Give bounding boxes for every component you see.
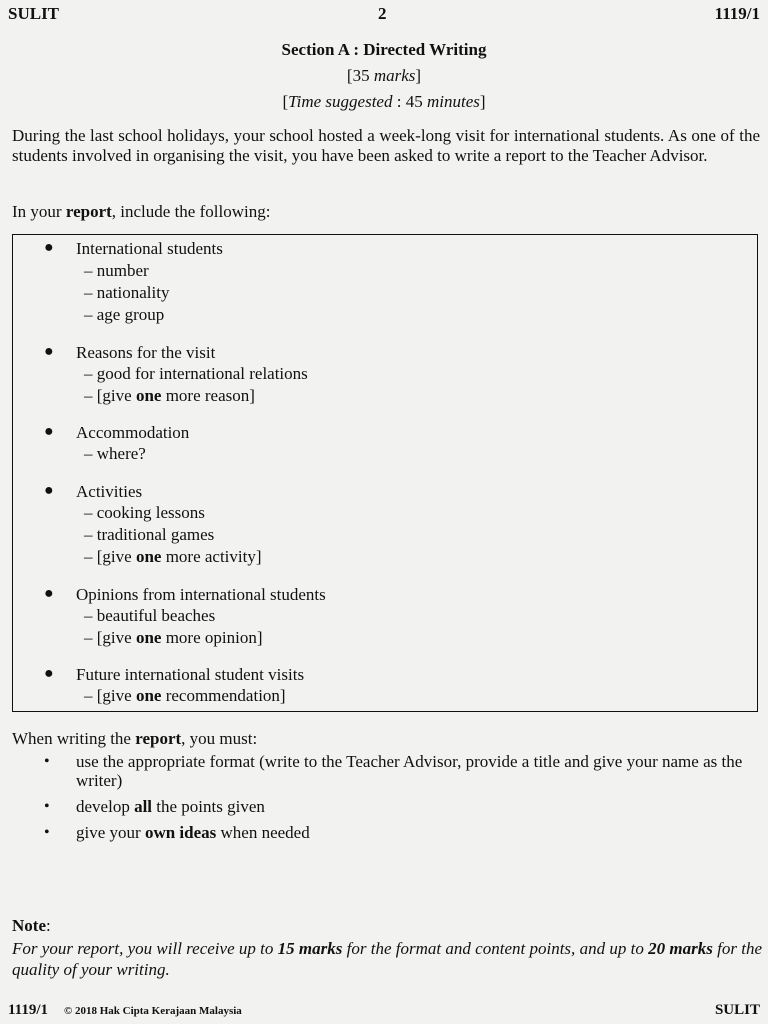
page-number: 2 bbox=[378, 4, 387, 23]
include-instruction bbox=[12, 202, 270, 222]
time-label: Time suggested bbox=[288, 92, 393, 111]
bullet-icon: ● bbox=[44, 665, 54, 682]
note-p2: for the format and content points, and up to bbox=[342, 939, 649, 958]
point-title: International students bbox=[76, 239, 223, 258]
header-sulit: SULIT bbox=[8, 4, 60, 23]
requirement-text bbox=[76, 823, 762, 842]
give-post: more reason] bbox=[161, 386, 255, 405]
include-bold: report bbox=[65, 202, 112, 221]
point-title: Activities bbox=[76, 482, 143, 501]
sub-point: – where? bbox=[84, 444, 146, 463]
writing-instruction bbox=[12, 729, 257, 749]
sub-point-give bbox=[84, 386, 255, 406]
bullet-icon: ● bbox=[44, 423, 54, 440]
req-bold: own ideas bbox=[144, 823, 217, 842]
point-title: Opinions from international students bbox=[76, 585, 326, 604]
sub-point: – nationality bbox=[84, 283, 170, 302]
time-value: : 45 bbox=[392, 92, 427, 111]
note-p3: for the quality of your writing. bbox=[12, 939, 762, 979]
note-b1: 15 marks bbox=[277, 939, 343, 958]
requirement-own-ideas bbox=[0, 823, 768, 843]
section-marks: [35 marks] bbox=[346, 66, 422, 85]
sub-point: – number bbox=[84, 261, 149, 280]
sub-point-give bbox=[84, 547, 262, 567]
point-title: Accommodation bbox=[76, 423, 190, 442]
give-post: more opinion] bbox=[161, 628, 263, 647]
paper-code: 1119/1 bbox=[714, 4, 760, 23]
note-text bbox=[12, 938, 762, 980]
point-title: Reasons for the visit bbox=[76, 343, 216, 362]
footer-code: 1119/1 bbox=[8, 1002, 49, 1018]
sub-point: – good for international relations bbox=[84, 364, 308, 383]
sub-point-give bbox=[84, 628, 262, 648]
point-title: Future international student visits bbox=[76, 665, 305, 684]
give-bold: one bbox=[135, 386, 162, 405]
writing-bold: report bbox=[135, 729, 182, 748]
sub-point: – cooking lessons bbox=[84, 503, 205, 522]
include-post: , include the following: bbox=[111, 202, 271, 221]
sub-point: – traditional games bbox=[84, 525, 215, 544]
give-pre: – [give bbox=[84, 686, 136, 705]
bullet-icon: ● bbox=[44, 343, 54, 360]
note-p1: For your report, you will receive up to bbox=[12, 939, 278, 958]
bullet-icon: ● bbox=[44, 239, 54, 256]
writing-pre: When writing the bbox=[12, 729, 136, 748]
section-title: Section A : Directed Writing bbox=[281, 40, 487, 59]
marks-number: 35 bbox=[352, 66, 374, 85]
req-bold: all bbox=[134, 797, 153, 816]
sub-point: – beautiful beaches bbox=[84, 606, 216, 625]
give-bold: one bbox=[135, 547, 162, 566]
requirement-text bbox=[76, 797, 762, 816]
give-bold: one bbox=[135, 628, 162, 647]
footer-sulit: SULIT bbox=[714, 1002, 760, 1018]
note-label bbox=[12, 916, 51, 936]
give-pre: – [give bbox=[84, 628, 136, 647]
give-pre: – [give bbox=[84, 547, 136, 566]
include-pre: In your bbox=[12, 202, 66, 221]
req-pre: give your bbox=[76, 823, 145, 842]
bullet-icon: ● bbox=[44, 482, 54, 499]
footer-copyright: © 2018 Hak Cipta Kerajaan Malaysia bbox=[64, 1005, 242, 1017]
note-colon: : bbox=[45, 916, 51, 935]
time-suggested: [Time suggested : 45 minutes] bbox=[282, 92, 486, 111]
give-post: more activity] bbox=[161, 547, 262, 566]
marks-word: marks bbox=[373, 66, 416, 85]
bullet-icon: • bbox=[44, 753, 50, 770]
req-pre: develop bbox=[76, 797, 135, 816]
intro-paragraph: During the last school holidays, your school hosted a week-long visit for international students. As one of the students involved in organising the visit, you have been asked to write a report to the Teacher Advisor. bbox=[12, 126, 760, 165]
give-pre: – [give bbox=[84, 386, 136, 405]
sub-point: – age group bbox=[84, 305, 165, 324]
req-post: when needed bbox=[216, 823, 310, 842]
note-b2: 20 marks bbox=[648, 939, 713, 958]
writing-post: , you must: bbox=[181, 729, 258, 748]
bullet-icon: • bbox=[44, 798, 50, 815]
bullet-icon: ● bbox=[44, 585, 54, 602]
bullet-icon: • bbox=[44, 824, 50, 841]
sub-point-give bbox=[84, 686, 286, 706]
give-bold: one bbox=[135, 686, 162, 705]
time-unit: minutes bbox=[426, 92, 480, 111]
requirement-format bbox=[0, 752, 768, 792]
give-post: recommendation] bbox=[161, 686, 286, 705]
note-label-text: Note bbox=[12, 916, 46, 935]
req-post: the points given bbox=[152, 797, 265, 816]
requirement-develop bbox=[0, 797, 768, 817]
requirement-text: use the appropriate format (write to the Teacher Advisor, provide a title and give your name as the writer) bbox=[76, 752, 743, 790]
